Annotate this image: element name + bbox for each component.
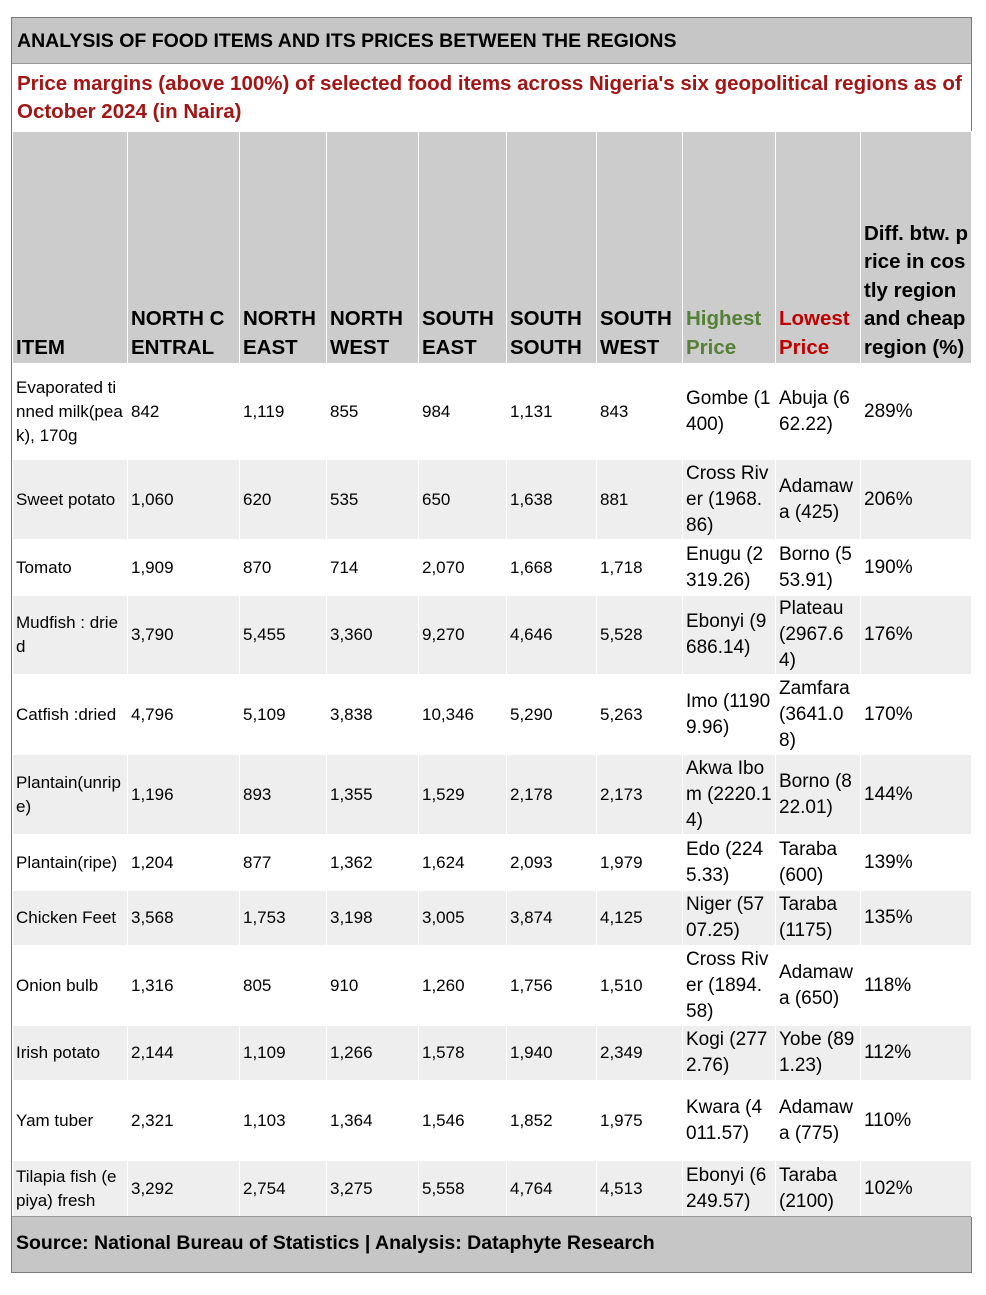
page-title: ANALYSIS OF FOOD ITEMS AND ITS PRICES BETWEEN THE REGIONS [12,18,971,64]
row-lowest-price: Taraba (2100) [776,1161,861,1217]
row-highest-price: Cross River (1968.86) [683,460,776,540]
row-item-name: Evaporated tinned milk(peak), 170g [13,364,128,460]
table-row [13,540,972,596]
row-price-difference: 176% [861,596,972,675]
row-north-east: 620 [240,460,327,540]
row-lowest-price: Abuja (662.22) [776,364,861,460]
row-south-east: 1,260 [419,946,507,1026]
row-north-west: 535 [327,460,419,540]
row-south-south: 1,940 [507,1026,597,1081]
row-price-difference: 190% [861,540,972,596]
header-south-south: SOUTH SOUTH [507,132,597,364]
row-price-difference: 206% [861,460,972,540]
row-price-difference: 112% [861,1026,972,1081]
document-frame [11,17,972,1273]
row-lowest-price: Adamawa (425) [776,460,861,540]
row-lowest-price: Taraba (600) [776,835,861,891]
row-south-west: 881 [597,460,683,540]
row-south-south: 2,178 [507,755,597,835]
table-row [13,946,972,1026]
row-north-east: 893 [240,755,327,835]
row-south-south: 1,756 [507,946,597,1026]
row-south-south: 1,638 [507,460,597,540]
row-south-east: 1,578 [419,1026,507,1081]
row-south-east: 1,529 [419,755,507,835]
row-lowest-price: Zamfara (3641.08) [776,675,861,755]
row-north-east: 805 [240,946,327,1026]
header-item: ITEM [13,132,128,364]
row-item-name: Plantain(ripe) [13,835,128,891]
price-table [12,131,972,1217]
header-north-central: NORTH CENTRAL [128,132,240,364]
table-row [13,835,972,891]
table-row [13,1026,972,1081]
row-north-west: 3,838 [327,675,419,755]
row-item-name: Irish potato [13,1026,128,1081]
row-south-east: 5,558 [419,1161,507,1217]
row-lowest-price: Borno (822.01) [776,755,861,835]
row-north-central: 1,060 [128,460,240,540]
row-south-west: 1,975 [597,1081,683,1161]
row-highest-price: Kogi (2772.76) [683,1026,776,1081]
row-item-name: Tilapia fish (epiya) fresh [13,1161,128,1217]
row-north-central: 4,796 [128,675,240,755]
row-north-central: 842 [128,364,240,460]
row-highest-price: Enugu (2319.26) [683,540,776,596]
row-south-east: 3,005 [419,891,507,946]
table-row [13,596,972,675]
row-lowest-price: Adamawa (650) [776,946,861,1026]
row-item-name: Plantain(unripe) [13,755,128,835]
row-highest-price: Gombe (1400) [683,364,776,460]
row-north-central: 2,321 [128,1081,240,1161]
row-north-east: 877 [240,835,327,891]
table-header-row [13,132,972,364]
row-north-west: 910 [327,946,419,1026]
row-north-west: 3,198 [327,891,419,946]
row-price-difference: 102% [861,1161,972,1217]
row-highest-price: Ebonyi (6249.57) [683,1161,776,1217]
row-north-west: 855 [327,364,419,460]
row-south-east: 984 [419,364,507,460]
row-north-central: 1,204 [128,835,240,891]
row-north-west: 1,364 [327,1081,419,1161]
row-north-west: 1,362 [327,835,419,891]
row-south-east: 2,070 [419,540,507,596]
row-lowest-price: Adamawa (775) [776,1081,861,1161]
row-south-east: 10,346 [419,675,507,755]
row-north-central: 1,196 [128,755,240,835]
row-south-west: 5,528 [597,596,683,675]
row-north-west: 1,355 [327,755,419,835]
table-row [13,755,972,835]
row-item-name: Catfish :dried [13,675,128,755]
row-lowest-price: Yobe (891.23) [776,1026,861,1081]
row-south-west: 1,718 [597,540,683,596]
row-north-central: 1,909 [128,540,240,596]
row-item-name: Chicken Feet [13,891,128,946]
row-highest-price: Cross River (1894.58) [683,946,776,1026]
row-price-difference: 135% [861,891,972,946]
row-north-west: 3,275 [327,1161,419,1217]
row-price-difference: 170% [861,675,972,755]
row-south-west: 843 [597,364,683,460]
row-south-west: 1,510 [597,946,683,1026]
row-item-name: Sweet potato [13,460,128,540]
header-north-west: NORTH WEST [327,132,419,364]
header-price-difference: Diff. btw. price in costly region and cheap region (%) [861,132,972,364]
row-price-difference: 139% [861,835,972,891]
row-north-central: 1,316 [128,946,240,1026]
row-south-east: 650 [419,460,507,540]
row-highest-price: Akwa Ibom (2220.14) [683,755,776,835]
row-south-west: 4,125 [597,891,683,946]
header-south-east: SOUTH EAST [419,132,507,364]
table-row [13,675,972,755]
table-row [13,364,972,460]
row-north-east: 2,754 [240,1161,327,1217]
row-south-west: 1,979 [597,835,683,891]
row-south-east: 1,624 [419,835,507,891]
row-south-east: 9,270 [419,596,507,675]
row-north-central: 3,568 [128,891,240,946]
row-north-east: 870 [240,540,327,596]
row-highest-price: Niger (5707.25) [683,891,776,946]
source-note: Source: National Bureau of Statistics | Analysis: Dataphyte Research [12,1216,971,1272]
row-lowest-price: Borno (553.91) [776,540,861,596]
table-row [13,1081,972,1161]
row-north-central: 2,144 [128,1026,240,1081]
row-north-west: 714 [327,540,419,596]
row-south-west: 2,173 [597,755,683,835]
row-north-east: 5,109 [240,675,327,755]
row-north-east: 1,119 [240,364,327,460]
row-north-west: 1,266 [327,1026,419,1081]
table-row [13,1161,972,1217]
header-lowest-price: Lowest Price [776,132,861,364]
row-highest-price: Kwara (4011.57) [683,1081,776,1161]
row-lowest-price: Plateau (2967.64) [776,596,861,675]
table-row [13,460,972,540]
row-price-difference: 118% [861,946,972,1026]
header-north-east: NORTH EAST [240,132,327,364]
row-north-east: 5,455 [240,596,327,675]
row-south-south: 4,646 [507,596,597,675]
row-lowest-price: Taraba (1175) [776,891,861,946]
row-north-east: 1,753 [240,891,327,946]
row-north-central: 3,292 [128,1161,240,1217]
row-north-east: 1,109 [240,1026,327,1081]
row-item-name: Onion bulb [13,946,128,1026]
row-south-south: 3,874 [507,891,597,946]
row-price-difference: 289% [861,364,972,460]
row-north-east: 1,103 [240,1081,327,1161]
row-highest-price: Imo (11909.96) [683,675,776,755]
row-south-south: 4,764 [507,1161,597,1217]
page-subtitle: Price margins (above 100%) of selected food items across Nigeria's six geopolitical regions as of October 2024 (in Naira) [17,72,962,123]
row-south-south: 2,093 [507,835,597,891]
row-highest-price: Edo (2245.33) [683,835,776,891]
row-item-name: Mudfish : dried [13,596,128,675]
row-highest-price: Ebonyi (9686.14) [683,596,776,675]
row-item-name: Tomato [13,540,128,596]
row-south-south: 5,290 [507,675,597,755]
row-price-difference: 144% [861,755,972,835]
row-south-east: 1,546 [419,1081,507,1161]
row-item-name: Yam tuber [13,1081,128,1161]
row-north-central: 3,790 [128,596,240,675]
table-row [13,891,972,946]
row-south-west: 5,263 [597,675,683,755]
header-highest-price: Highest Price [683,132,776,364]
row-south-south: 1,852 [507,1081,597,1161]
row-south-west: 2,349 [597,1026,683,1081]
row-north-west: 3,360 [327,596,419,675]
row-price-difference: 110% [861,1081,972,1161]
row-south-south: 1,131 [507,364,597,460]
row-south-south: 1,668 [507,540,597,596]
row-south-west: 4,513 [597,1161,683,1217]
header-south-west: SOUTH WEST [597,132,683,364]
